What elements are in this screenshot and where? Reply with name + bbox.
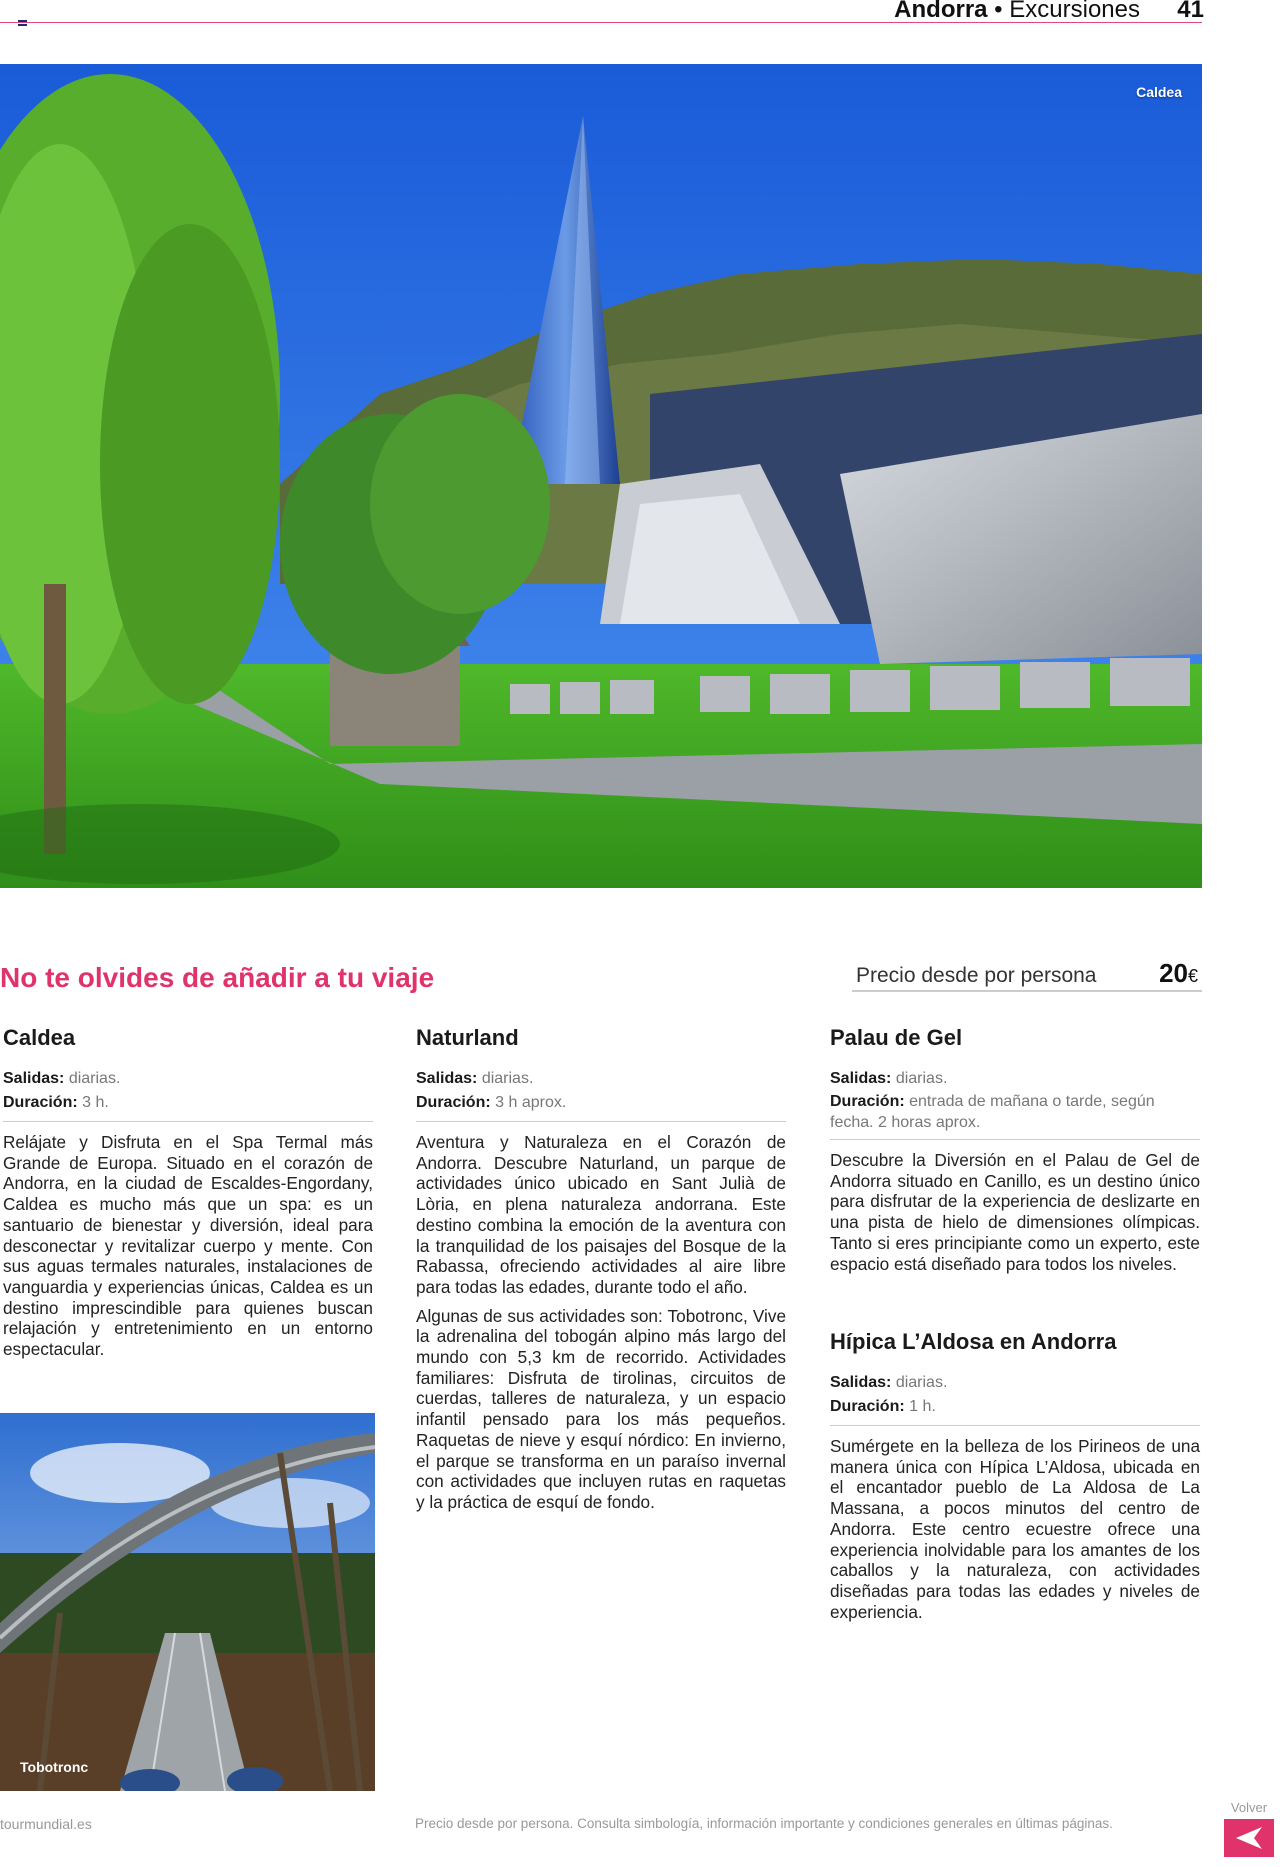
back-arrow-icon xyxy=(1236,1827,1262,1849)
excursion-title: Palau de Gel xyxy=(830,1025,963,1050)
header-title xyxy=(894,0,1140,24)
excursion-title: Hípica L’Aldosa en Andorra xyxy=(830,1329,1117,1354)
salidas-row: Salidas: diarias. xyxy=(416,1070,534,1087)
footer-note: Precio desde por persona. Consulta simbología, información importante y condiciones generales en últimas páginas. xyxy=(415,1816,1113,1831)
excursion-description: Sumérgete en la belleza de los Pirineos de una manera única con Hípica L’Aldosa, ubicada en el encantador pueblo de La Aldosa de La Massana, a pocos minutos del centro de Andorra. Este centro ecuestre ofrece una experiencia inolvidable para los amantes de los caballos y la naturaleza, con actividades diseñadas para todas las edades y niveles de experiencia. xyxy=(830,1436,1200,1622)
caldea-photo xyxy=(0,64,1202,888)
back-label: Volver xyxy=(1230,1800,1268,1815)
excursion-description: Algunas de sus actividades son: Tobotronc, Vive la adrenalina del tobogán alpino más largo del mundo con 5,3 km de recorrido. Actividades familiares: Disfruta de tirolinas, circuitos de cuerdas, talleres de naturaleza, y un espacio infantil pensado para los más pequeños. Raquetas de nieve y esquí nórdico: En invierno, el parque se transforma en un paraíso invernal con actividades que incluyen rutas en raquetas y la práctica de esquí de fondo. xyxy=(416,1305,786,1512)
footer-site[interactable]: tourmundial.es xyxy=(0,1816,92,1832)
divider xyxy=(3,1121,373,1122)
salidas-row: Salidas: diarias. xyxy=(830,1070,948,1087)
hero-caption: Caldea xyxy=(1136,84,1182,100)
hero-image xyxy=(0,64,1202,888)
salidas-row: Salidas: diarias. xyxy=(3,1070,121,1087)
header-country: Andorra xyxy=(894,0,988,23)
excursion-title: Caldea xyxy=(3,1025,76,1050)
duracion-row: Duración: 1 h. xyxy=(830,1398,936,1415)
excursion-description: Relájate y Disfruta en el Spa Termal más Grande de Europa. Situado en el corazón de Andorra, en la ciudad de Escaldes-Engordany, Caldea es mucho más que un spa: es un santuario de bienestar y diversión, ideal para desconectar y revitalizar cuerpo y mente. Con sus aguas termales naturales, instalaciones de vanguardia y experiencias únicas, Caldea es un destino imprescindible para quienes buscan relajación y entretenimiento en un entorno espectacular. xyxy=(3,1132,373,1360)
duracion-row: Duración: 3 h aprox. xyxy=(416,1094,567,1111)
price-box xyxy=(852,956,1202,992)
header-section: Excursiones xyxy=(1009,0,1140,23)
excursion-title: Naturland xyxy=(416,1025,519,1050)
price-amount: 20 xyxy=(1159,958,1188,988)
section-title: No te olvides de añadir a tu viaje xyxy=(0,962,435,993)
divider xyxy=(830,1425,1200,1426)
back-control[interactable] xyxy=(1224,1800,1274,1857)
divider xyxy=(416,1121,786,1122)
price-currency: € xyxy=(1187,966,1198,986)
excursion-description: Descubre la Diversión en el Palau de Gel de Andorra situado en Canillo, es un destino único para disfrutar de la experiencia de deslizarte en una pista de hielo de dimensiones olímpicas. Tanto si eres principiante como un experto, este espacio está diseñado para todos los niveles. xyxy=(830,1150,1200,1274)
duracion-row: Duración: 3 h. xyxy=(3,1094,109,1111)
excursion-caldea xyxy=(3,1025,373,1368)
price-value xyxy=(1159,958,1198,989)
divider xyxy=(830,1139,1200,1140)
tobotronc-photo xyxy=(0,1413,375,1791)
duracion-row: Duración: entrada de mañana o tarde, según fecha. 2 horas aprox. xyxy=(830,1093,1155,1131)
back-button[interactable] xyxy=(1224,1819,1274,1857)
excursion-naturland xyxy=(416,1025,786,1521)
tobotronc-image xyxy=(0,1413,375,1791)
header-separator: • xyxy=(987,0,1010,23)
salidas-row: Salidas: diarias. xyxy=(830,1374,948,1391)
excursion-hipica-laldosa xyxy=(830,1329,1200,1630)
price-label: Precio desde por persona xyxy=(856,964,1097,987)
excursion-description: Aventura y Naturaleza en el Corazón de Andorra. Descubre Naturland, un parque de actividades único ubicado en Sant Julià de Lòria, en plena naturaleza andorrana. Este destino combina la emoción de la aventura con la tranquilidad de los paisajes del Bosque de la Rabassa, ofreciendo actividades al aire libre para todas las edades, durante todo el año. xyxy=(416,1132,786,1297)
page-number: 41 xyxy=(1177,0,1204,23)
thumb-caption: Tobotronc xyxy=(20,1759,89,1775)
excursion-palau-de-gel xyxy=(830,1025,1200,1282)
